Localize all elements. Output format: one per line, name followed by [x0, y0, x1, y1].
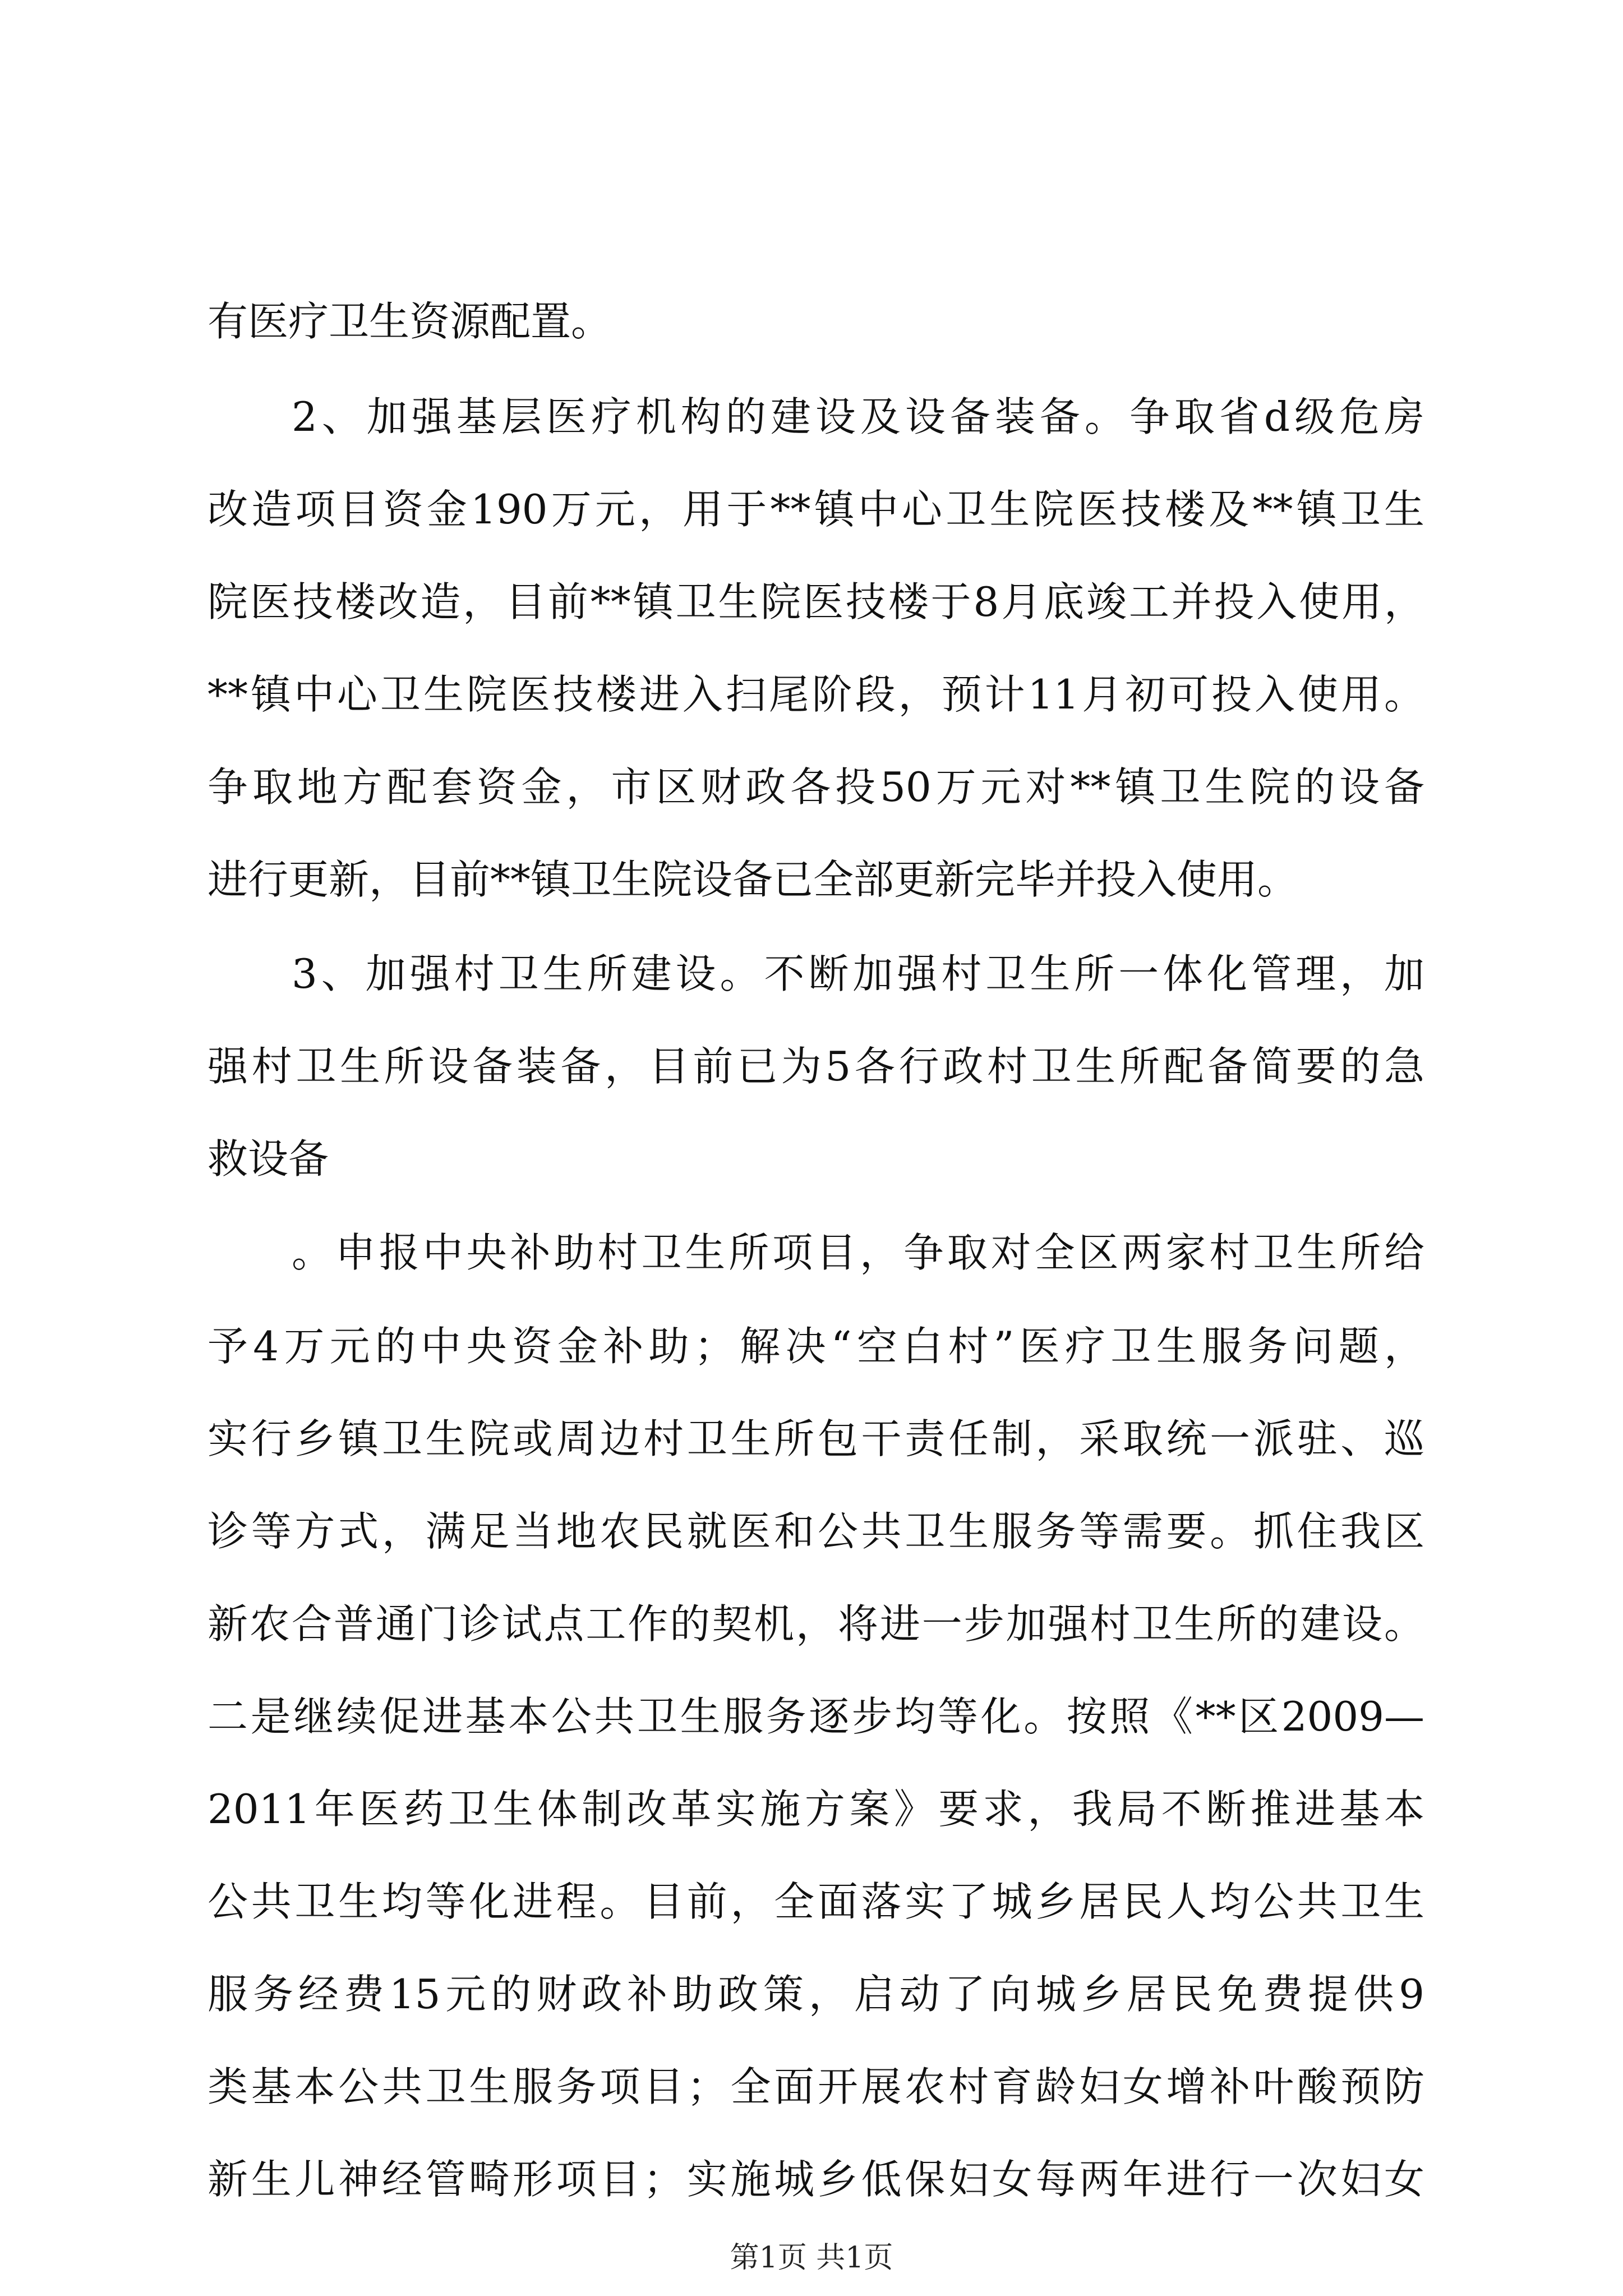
body-text-line: 3、加强村卫生所建设。不断加强村卫生所一体化管理，加	[292, 950, 1424, 997]
body-text-line: 进行更新，目前**镇卫生院设备已全部更新完毕并投入使用。	[208, 856, 1298, 903]
body-text-line: 院医技楼改造，目前**镇卫生院医技楼于8月底竣工并投入使用，	[208, 578, 1424, 625]
body-text-line: 二是继续促进基本公共卫生服务逐步均等化。按照《**区2009—	[208, 1693, 1424, 1740]
body-text-line: 争取地方配套资金，市区财政各投50万元对**镇卫生院的设备	[208, 763, 1424, 811]
body-text-line: 。申报中央补助村卫生所项目，争取对全区两家村卫生所给	[292, 1229, 1424, 1276]
body-text-line: 有医疗卫生资源配置。	[208, 298, 612, 345]
body-text-line: 2011年医药卫生体制改革实施方案》要求，我局不断推进基本	[208, 1786, 1424, 1833]
body-text-line: 诊等方式，满足当地农民就医和公共卫生服务等需要。抓住我区	[208, 1508, 1424, 1555]
body-text-line: 服务经费15元的财政补助政策，启动了向城乡居民免费提供9	[208, 1971, 1424, 2018]
page-footer: 第1页 共1页	[730, 2241, 893, 2275]
body-text-line: 予4万元的中央资金补助；解决“空白村”医疗卫生服务问题，	[208, 1323, 1424, 1370]
body-text-line: 类基本公共卫生服务项目；全面开展农村育龄妇女增补叶酸预防	[208, 2063, 1424, 2110]
body-text-line: 改造项目资金190万元，用于**镇中心卫生院医技楼及**镇卫生	[208, 486, 1424, 533]
body-text-line: 救设备	[208, 1135, 329, 1182]
body-text-line: 强村卫生所设备装备，目前已为5各行政村卫生所配备简要的急	[208, 1043, 1424, 1090]
body-text-line: 公共卫生均等化进程。目前，全面落实了城乡居民人均公共卫生	[208, 1878, 1424, 1925]
body-text-line: 新生儿神经管畸形项目；实施城乡低保妇女每两年进行一次妇女	[208, 2156, 1424, 2203]
body-text-line: 新农合普通门诊试点工作的契机，将进一步加强村卫生所的建设。	[208, 1600, 1424, 1648]
body-text-line: 实行乡镇卫生院或周边村卫生所包干责任制，采取统一派驻、巡	[208, 1415, 1424, 1462]
body-text-line: 2、加强基层医疗机构的建设及设备装备。争取省d级危房	[292, 393, 1424, 440]
body-text-line: **镇中心卫生院医技楼进入扫尾阶段，预计11月初可投入使用。	[208, 671, 1424, 718]
